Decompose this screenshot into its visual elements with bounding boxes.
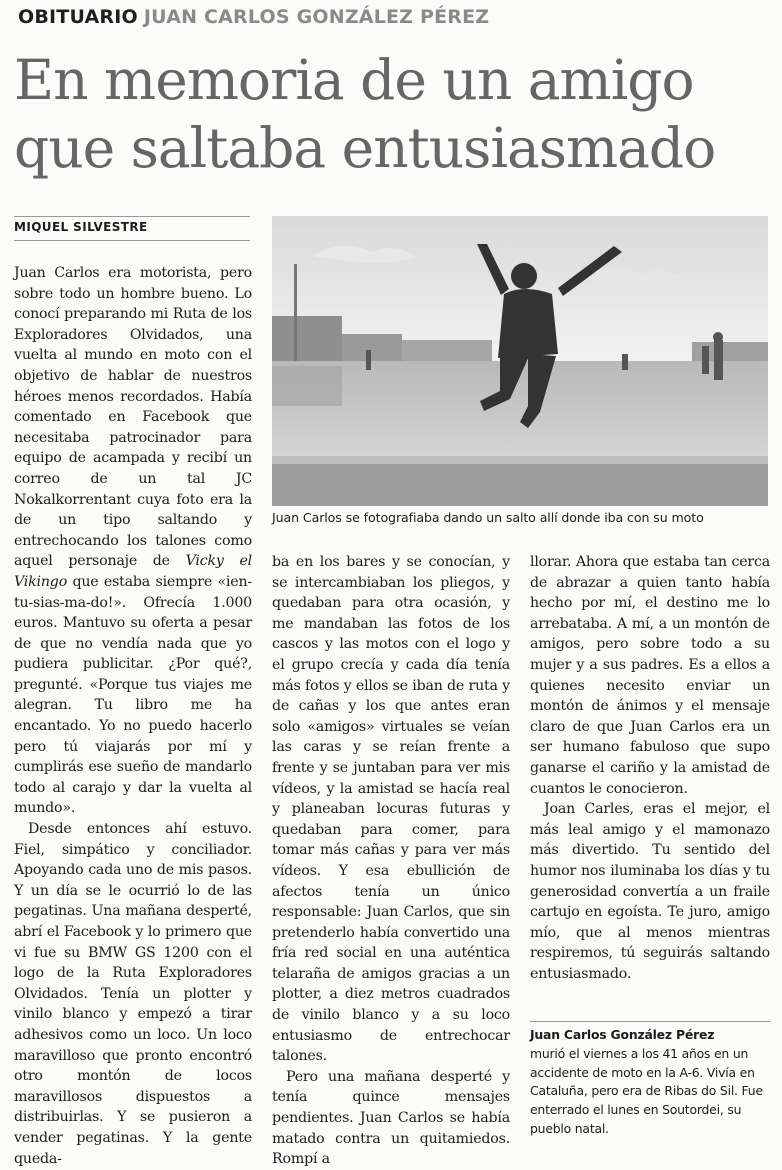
kicker-subject-name: JUAN CARLOS GONZÁLEZ PÉREZ <box>143 6 490 28</box>
headline-line-1: En memoria de un amigo <box>14 48 694 112</box>
headline-line-2: que saltaba entusiasmado <box>14 116 716 180</box>
paragraph: Pero una mañana desperté y tenía quince mensajes pendientes. Juan Carlos se había matado contra un quitamiedos. Rompí a <box>272 1068 510 1168</box>
paragraph: ba en los bares y se conocían, y se intercambiaban los pliegos, y quedaban para otra ocasión, y me mandaban las fotos de los cascos y las motos con el logo y el grupo crecía y cada día tenía más fotos y ellos se iban de ruta y de cañas y los que antes eran solo «amigos» virtuales se veían las caras y se reían frente a frente y se juntaban para ver mis vídeos, y la amistad se hacía real y planeaban locuras futuras y quedaban para comer, para tomar más cañas y para ver más vídeos. Y esa ebullición de afectos tenía un único responsable: Juan Carlos, que sin pretenderlo había convertido una fría red social en una auténtica telaraña de amigos gracias a un plotter, a diez metros cuadrados de vinilo blanco y a su loco entusiasmo de entrechocar talones. <box>272 554 510 1065</box>
photo-jumping-man <box>272 216 768 506</box>
article-photo <box>272 216 768 506</box>
byline: MIQUEL SILVESTRE <box>14 220 148 234</box>
section-label: OBITUARIO <box>18 6 138 28</box>
paragraph-text: que estaba siempre «ien-tu-sias-ma-do!». Ofrecía 1.000 euros. Mantuvo su oferta a pesar de que no vendía nada que yo pudiera publicitar. ¿Por qué?, pregunté. «Porque tus viajes me alegran. Tu libro me ha encantado. Yo no puedo hacerlo pero tú viajarás por mí y cumplirás ese sueño de mandarlo todo al carajo y dar la vuelta al mundo». <box>14 573 252 817</box>
article-column-3 <box>530 552 770 984</box>
byline-rule-bottom <box>14 240 250 241</box>
paragraph: Desde entonces ahí estuvo. Fiel, simpático y conciliador. Apoyando cada uno de mis pasos. Y un día se le ocurrió lo de las pegatinas. Una mañana desperté, abrí el Facebook y lo primero que vi fue su BMW GS 1200 con el logo de la Ruta Exploradores Olvidados. Tenía un plotter y vinilo blanco y empezó a tirar adhesivos como un loco. Un loco maravilloso que pronto encontró otro montón de locos maravillosos dispuestos a distribuirlas. Y se pusieron a vender pegatinas. Y la gente queda- <box>14 821 252 1167</box>
paragraph <box>14 263 252 819</box>
paragraph: Joan Carles, eras el mejor, el más leal amigo y el mamonazo más divertido. Tu sentido del humor nos iluminaba los días y tu generosidad convertía a un fraile cartujo en egoísta. Te juro, amigo mío, que al menos mientras respiremos, tú seguirás saltando entusiasmado. <box>530 801 770 982</box>
obituary-bio-box <box>530 1026 774 1139</box>
article-column-1 <box>14 263 252 1169</box>
section-kicker <box>18 6 489 28</box>
byline-rule-top <box>14 216 250 217</box>
photo-caption: Juan Carlos se fotografiaba dando un salto allí donde iba con su moto <box>272 510 704 525</box>
bio-divider <box>530 1021 770 1022</box>
paragraph-text: Juan Carlos era motorista, pero sobre todo un hombre bueno. Lo conocí preparando mi Ruta de los Exploradores Olvidados, una vuelta al mundo en moto con el objetivo de hablar de nuestros héroes menos recordados. Había comentado en Facebook que necesitaba patrocinador para equipo de acampada y recibí un correo de un tal JC Nokalkorrentant cuya foto era la de un tipo saltando y entrechocando los talones como aquel personaje de <box>14 265 252 570</box>
article-column-2 <box>272 552 510 1170</box>
italic-title: Vicky el Vikingo <box>14 553 253 590</box>
paragraph: llorar. Ahora que estaba tan cerca de abrazar a quien tanto había hecho por mí, el destino me lo arrebataba. A mí, a un montón de amigos, pero sobre todo a su mujer y a sus padres. Es a ellos a quienes necesito enviar un montón de ánimos y el mensaje claro de que Juan Carlos era un ser humano fabuloso que supo ganarse el cariño y la amistad de cuantos le conocieron. <box>530 554 770 797</box>
bio-name: Juan Carlos González Pérez <box>530 1027 715 1042</box>
bio-text: murió el viernes a los 41 años en un accidente de moto en la A-6. Vivía en Cataluña, pero era de Ribas do Sil. Fue enterrado el lunes en Soutordei, su pueblo natal. <box>530 1045 763 1136</box>
headline <box>14 46 782 182</box>
